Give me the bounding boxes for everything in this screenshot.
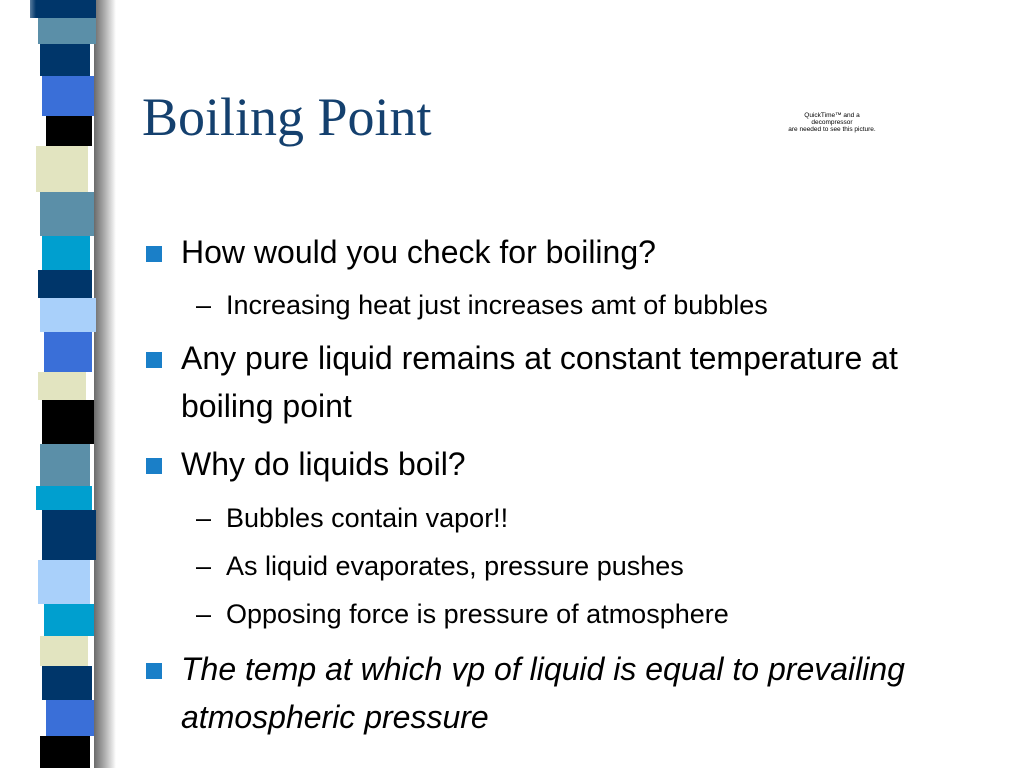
sub-bullet-text: Opposing force is pressure of atmosphere: [226, 599, 729, 629]
sub-bullet-text: Increasing heat just increases amt of bubbles: [226, 290, 768, 320]
quicktime-line: are needed to see this picture.: [788, 126, 876, 133]
bullet-text: Any pure liquid remains at constant temperature at boiling point: [181, 340, 898, 424]
dash-bullet-icon: –: [196, 599, 212, 629]
square-bullet-icon: [146, 663, 162, 679]
bullet-text: The temp at which vp of liquid is equal to prevailing atmospheric pressure: [181, 651, 905, 735]
bullet-item: [146, 228, 936, 276]
slide-title: Boiling Point: [142, 87, 432, 147]
sub-bullet-item: [196, 498, 956, 538]
sub-bullet-item: [196, 285, 956, 325]
dash-bullet-icon: –: [196, 551, 212, 581]
bullet-text: How would you check for boiling?: [181, 234, 656, 270]
sub-bullet-item: [196, 594, 956, 634]
dash-bullet-icon: –: [196, 290, 212, 320]
square-bullet-icon: [146, 458, 162, 474]
sub-bullet-item: [196, 546, 956, 586]
bullet-item: [146, 440, 936, 488]
square-bullet-icon: [146, 246, 162, 262]
sub-bullet-text: As liquid evaporates, pressure pushes: [226, 551, 684, 581]
sub-bullet-text: Bubbles contain vapor!!: [226, 503, 509, 533]
dash-bullet-icon: –: [196, 503, 212, 533]
square-bullet-icon: [146, 352, 162, 368]
bullet-text: Why do liquids boil?: [181, 446, 466, 482]
bullet-item: [146, 334, 936, 430]
quicktime-line: QuickTime™ and a: [804, 112, 860, 119]
quicktime-line: decompressor: [811, 119, 853, 126]
bullet-item: [146, 645, 936, 741]
